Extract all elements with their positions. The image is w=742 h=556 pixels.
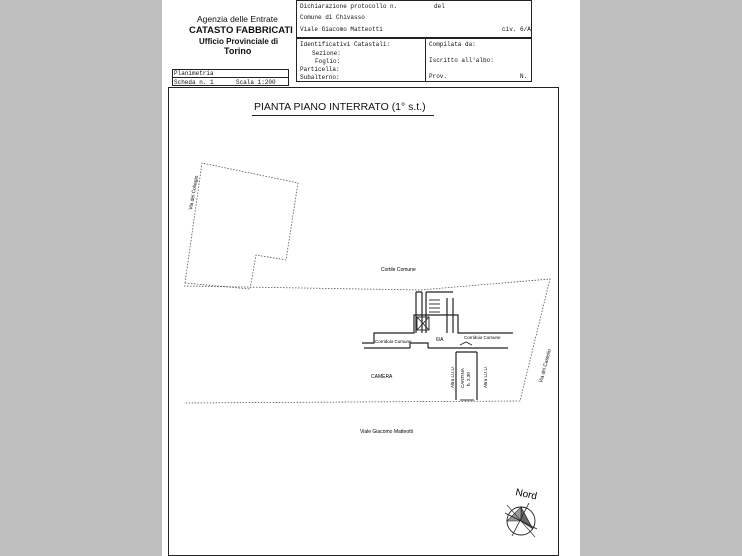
n-label: N. bbox=[520, 73, 528, 80]
cantina-height-label: h. 2,30 bbox=[466, 372, 471, 386]
foglio-label: Foglio: bbox=[315, 58, 341, 65]
civ-label: civ. 6/A bbox=[502, 26, 531, 33]
corridoio-right-label: Corridoio Comune bbox=[464, 335, 501, 340]
agency-line-3: Ufficio Provinciale di bbox=[199, 37, 279, 46]
agency-line-2: CATASTO FABBRICATI bbox=[189, 25, 293, 36]
scheda-label: Scheda n. 1 bbox=[174, 79, 214, 86]
altra-uiu-right-label: Altra U.I.U. bbox=[483, 365, 488, 388]
del-label: del bbox=[434, 3, 445, 10]
address-label: Viale Giacomo Matteotti bbox=[300, 26, 383, 33]
property-boundary bbox=[184, 279, 550, 403]
viale-label: Viale Giacomo Matteotti bbox=[360, 429, 413, 435]
corridoio-left-label: Corridoio Comune bbox=[375, 339, 412, 344]
protocol-label: Dichiarazione protocollo n. bbox=[300, 3, 398, 10]
prov-label: Prov. bbox=[429, 73, 448, 80]
camera-label: CAMERA bbox=[371, 374, 393, 380]
agency-line-1: Agenzia delle Entrate bbox=[197, 14, 278, 24]
agency-line-4: Torino bbox=[224, 46, 252, 56]
planimetria-title: Planimetria bbox=[174, 70, 214, 77]
identifiers-title: Identificativi Catastali: bbox=[300, 41, 391, 48]
neighbor-building-outline bbox=[185, 163, 298, 289]
iscritto-label: Iscritto all'albo: bbox=[429, 57, 494, 64]
sezione-label: Sezione: bbox=[312, 50, 341, 57]
compilata-label: Compilata da: bbox=[429, 41, 476, 48]
nord-label: Nord bbox=[514, 487, 538, 503]
north-compass-icon bbox=[505, 503, 537, 537]
cantina-label: CANTINA bbox=[460, 368, 465, 388]
comune-label: Comune di Chivasso bbox=[300, 14, 365, 21]
cortile-label: Cortile Comune bbox=[381, 267, 416, 273]
floor-plan-drawing bbox=[162, 0, 580, 556]
via-castello-label: Via del Castello bbox=[538, 348, 553, 384]
cadastral-sheet bbox=[162, 0, 580, 556]
plan-title: PIANTA PIANO INTERRATO (1° s.t.) bbox=[254, 101, 426, 113]
particella-label: Particella: bbox=[300, 66, 340, 73]
altra-uiu-left-label: Altra U.I.U. bbox=[450, 365, 455, 388]
via-collegio-label: Via del Collegio bbox=[188, 175, 200, 211]
subalterno-label: Subalterno: bbox=[300, 74, 340, 81]
sa-label: 6/A bbox=[436, 337, 444, 343]
scala-label: Scala 1:200 bbox=[236, 79, 276, 86]
